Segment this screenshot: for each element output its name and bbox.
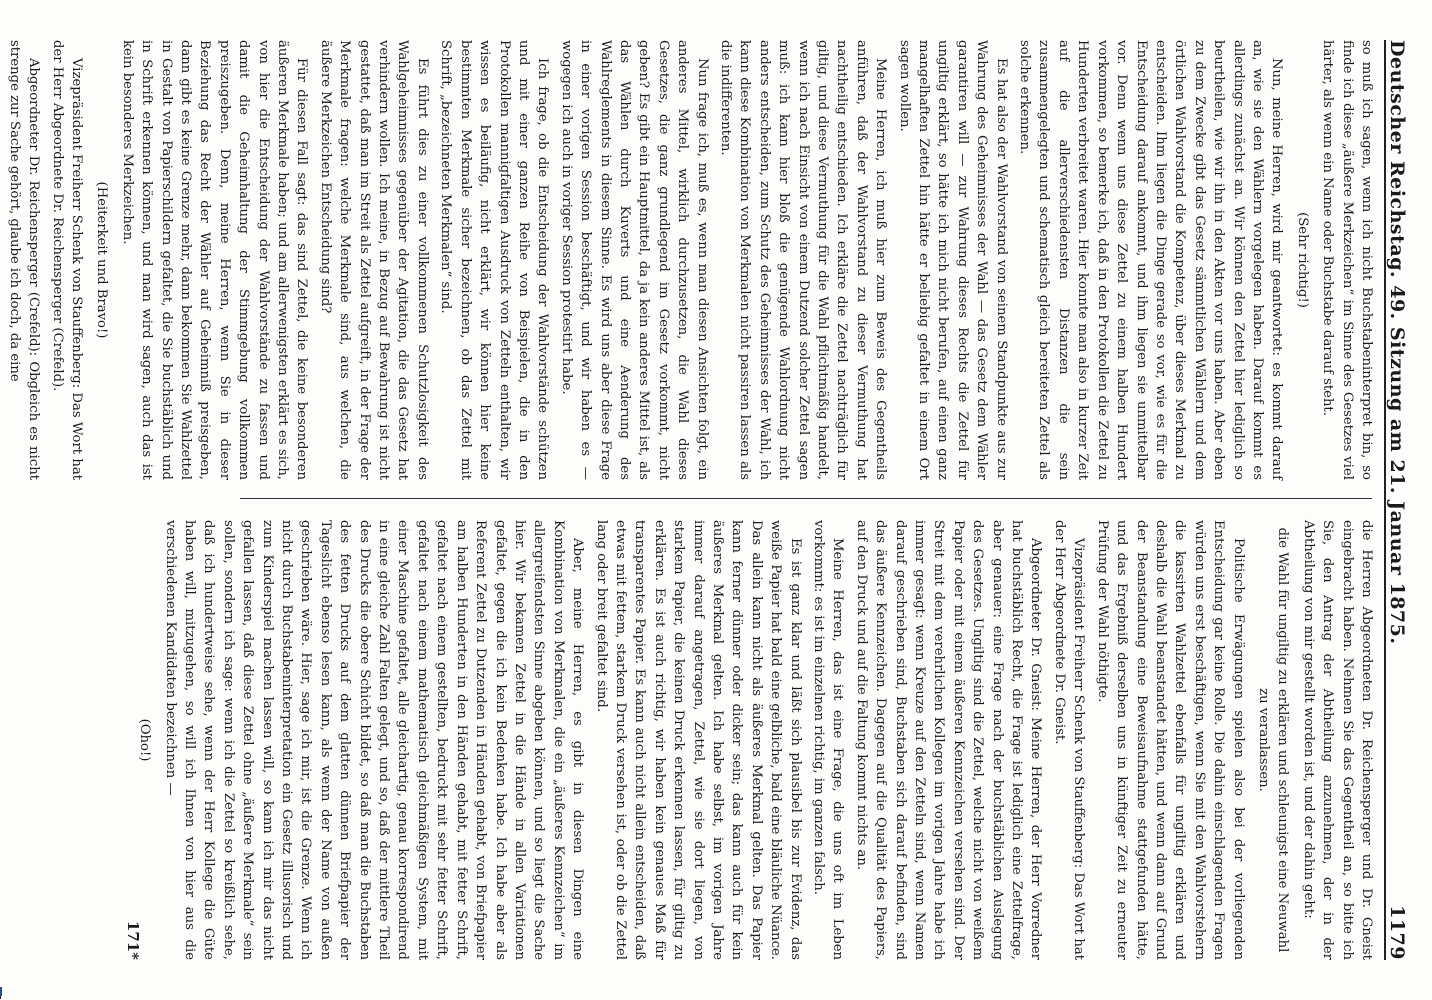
- paragraph: Abgeordneter Dr. Reichensperger (Crefeld): Obgleich es nicht strenge zur Sache gehört, glaube ich doch, da eine: [6, 40, 42, 480]
- paragraph: Für diesen Fall sagt: das sind Zettel, die keine besonderen äußeren Merkmale haben; und am allerwenigsten erklärt es sich, von hier die Entscheidung der Wahlvorstände zu fassen und damit die Geheimhaltung der Stimmgebung vollkommen preiszugeben. Denn, meine Herren, wenn Sie in dieser Beziehung das Recht der Wähler auf Geheimniß preisgeben, dann gibt es keine Grenze mehr, dann bekommen Sie Wahlzettel in Gestalt von Papierschildern gefaltet, die Sie buchstäblich und in Schrift erkennen können, und man wird sagen, auch das ist kein besonderes Merkzeichen.: [119, 40, 310, 480]
- paragraph: Nun frage ich, muß es, wenn man diesen Ansichten folgt, ein anderes Mittel, wirklich durchzusetzen, die Wahl dieses Gesetzes, die ganz grundlegend im Gesetz vorkommt, nicht geben? Es gibt ein Hauptmittel, da ja kein anderes Mittel ist, als das Wählen durch Kuverts und eine Aenderung des Wahlreglements in diesem Sinne. Es wird uns aber diese Frage in einer vorigen Session beschäftigt, und wir haben es — wogegen ich auch in voriger Session protestirt habe.: [558, 40, 710, 480]
- text-column-right: [137, 520, 1376, 960]
- centered-remark: (Sehr richtig!): [1294, 212, 1310, 308]
- header-title: Deutscher Reichstag. 49. Sitzung am 21. Januar 1875.: [1386, 40, 1408, 645]
- text-column-left: [6, 40, 1376, 480]
- centered-remark: (Oho!): [137, 718, 153, 762]
- paragraph: Meine Herren, ich muß hier zum Beweis des Gegentheils anführen, daß der Wahlvorstand zu dieser Vermuthung hat nachtheilig entschieden. Ich erkläre die Zettel nachträglich für giltig, und diese Vermuthung für die Wahl pflichtmäßig handelt, wenn ich nach Einsicht von einem Dutzend solcher Zettel sagen muß: ich kann hier bloß die genügende Wahlordnung nicht anders entscheiden, zum Schutz des Geheimnisses der Wahl, ich kann diese Kombination von Merkmalen nicht passiren lassen als die indifferenten.: [718, 40, 889, 480]
- paragraph: Es hat also der Wahlvorstand von seinem Standpunkte aus zur Wahrung des Geheimnisses der Wahl — das Gesetz dem Wähler garantiren will — zur Wahrung dieses Rechts die Zettel für ungiltig erklärt, so hätte ich mich nicht berufen, auf einen ganz mangelhaften Zettel hin hätte er beliebig gefaltet in einem Ort sagen wollen.: [896, 40, 1009, 480]
- paragraph: Ich frage, ob die Entscheidung der Wahlvorstände schützen und mit einer ganzen Reihe von Beispielen, die in den Protokollen mannigfaltigen Ausdruck von Zetteln enthalten, wir wissen es beiläufig, nicht erklärt, wir können hier keine bestimmten Merkmale sicher bezeichnen, ob das Zettel mit Schrift, „bezeichneten Merkmalen“ sind.: [438, 40, 551, 480]
- column-divider: [240, 498, 1372, 499]
- paragraph: Abgeordneter Dr. Gneist: Meine Herren, der Herr Vorredner hat buchstäblich Recht, die Frage ist lediglich eine Zettelfrage, aber genauer: eine Frage nach der buchstäblichen Auslegung des Gesetzes. Ungiltig sind die Zettel, welche nicht von weißem Papier oder mit einem äußeren Kennzeichen versehen sind. Der Streit mit dem verehrlichen Kollegen im vorigen Jahre habe ich immer gesagt: wenn Kreuze auf den Zetteln sind, wenn Namen darauf geschrieben sind, Buchstaben sich darauf befinden, sind das äußere Kennzeichen. Dagegen auf die Qualität des Papiers, auf den Druck und auf die Faltung kommt nichts an.: [853, 520, 1044, 960]
- dfg-logo-icon: [0, 987, 2, 996]
- paragraph: die Herren Abgeordneten Dr. Reichensperger und Dr. Gneist eingebracht haben. Nehmen Sie das Gegentheil an, so bitte ich Sie, den Antrag der Abtheilung anzunehmen, der in der Abtheilung von mir gestellt worden ist, und der dahin geht:: [1300, 520, 1374, 960]
- centered-remark: (Heiterkeit und Bravo!): [94, 181, 110, 339]
- paragraph: so muß ich sagen, wenn ich nicht Buchstabeninterpret bin, so finde ich diese „äußere Merkzeichen“ im Sinne des Gesetzes viel härter, als wenn ein Name oder Buchstabe darauf steht.: [1320, 40, 1374, 480]
- paragraph: Aber, meine Herren, es gibt in diesen Dingen eine Kombination von Merkmalen, die ein „äußeres Kennzeichen“ im allergreifendsten Sinne abgeben können, und so liegt die Sache hier. Wir bekamen Zettel in die Hände in allen Variationen gefaltet, gegen die ich kein Bedenken habe. Ich habe aber als Referent Zettel zu Dutzenden in Händen gehabt, von Briefpapier am halben Hunderten in den Händen gehabt, mit fetter Schrift, gefaltet nach einem gestellten, bedruckt mit sehr fetter Schrift, gefaltet nach einem mathematisch gleichmäßigen System, mit einer Maschine gefaltet, alle gleichartig, genau korrespondirend in eine gleiche Zahl Falten gelegt, und so, daß der mittlere Theil des Drucks die obere Schicht bildet, so daß man die Buchstaben des fetten Drucks auf dem glatten dünnen Briefpapier der Tageslicht ebenso lesen kann, als wenn der Name von außen geschrieben wäre. Hier, sage ich mir, ist die Grenze. Wenn ich nicht durch Buchstabeninterpretation ein Gesetz illusorisch und zum Kinderspiel machen lassen will, so kann ich mir das nicht gefallen lassen, daß diese Zettel ohne „äußere Merkmale“ sein sollen, sondern ich sage: wenn ich die Zettel so kreißlich sehe, daß ich hundertweise sehe, wenn der Herr Kollege die Güte haben will, mitzugehen, so will ich Ihnen von hier aus die verschiedenen Kandidaten bezeichnen —: [162, 520, 586, 960]
- paragraph: Politische Erwägungen spielen also bei der vorliegenden Entscheidung gar keine Rolle. Die dahin einschlagenden Fragen würden uns erst beschäftigen, wenn Sie mit den Wahlvorstehern die kassirten Wahlzettel ebenfalls für ungiltig erklären und deshalb die Wahl beanstandet hätten, und wenn dann auf Grund der Beanstandung eine Beweisaufnahme stattgefunden hätte, und das Ergebniß derselben uns in künftiger Zeit zu erneuter Prüfung der Wahl nöthigte.: [1094, 520, 1246, 960]
- paragraph: Nun, meine Herren, wird mir geantwortet: es kommt darauf an, wie sie den Wählern vorgelegen haben. Darauf kommt es allerdings zunächst an. Wir können den Zettel hier lediglich so beurtheilen, wie wir ihn in den Akten vor uns haben. Aber eben zu dem Zwecke gibt das Gesetz sämmtlichen Wählern und dem örtlichen Wahlvorstand die Kompetenz, über dieses Merkmal zu entscheiden. Ihm liegen die Dinge gerade so vor, wie es für die Entscheidung darauf ankommt, und ihm liegen sie unmittelbar vor. Denn wenn uns diese Zettel zu einem halben Hundert vorkommen, so bemerke ich, daß in den Protokollen die Zettel zu Hunderten verbreitet waren. Hier konnte man also in kurzer Zeit auf die allerverschiedensten Distanzen die sein zusammengelegten und schematisch gleich bereiteten Zettel als solche erkennen.: [1017, 40, 1285, 480]
- header-page-number: 1179: [1386, 905, 1408, 960]
- rotated-newspaper-page: [6, 20, 1420, 980]
- centered-remark: die Wahl für ungiltig zu erklären und schleunigst eine Neuwahl zu veranlassen.: [1255, 527, 1291, 953]
- sheet-signature: 171*: [124, 920, 142, 960]
- paragraph: Es ist ganz klar und läßt sich plausibel bis zur Evidenz, das weiße Papier hat bald eine gelbliche, bald eine bläuliche Nüance. Das allein kann nicht als äußeres Merkmal gelten. Das Papier kann ferner dünner oder dicker sein; das kann auch für kein äußeres Merkmal gelten. Ich habe selbst, im vorigen Jahre immer darauf angetragen, Zettel, wie sie dort liegen, von starkem Papier, die keinen Druck erkennen lassen, für giltig zu erklären. Es ist auch richtig, wir haben kein genaues Maß für transparentes Papier. Es kann auch nicht allein entscheiden, daß etwas mit fettem, starkem Druck versehen ist, oder ob die Zettel lang oder breit gefaltet sind.: [593, 520, 803, 960]
- paragraph: Vizepräsident Freiherr Schenk von Stauffenberg: Das Wort hat der Herr Abgeordnete Dr. Reichensperger (Crefeld).: [49, 40, 84, 480]
- page-header: [1384, 40, 1420, 960]
- paragraph: Es führt dies zu einer vollkommenen Schutzlosigkeit des Wahlgeheimnisses gegenüber der Agitation, die das Gesetz hat verhindern wollen. Ich meine, in Bezug auf Bewahrung ist nicht gestattet, daß man im Streit als Zettel aufgreift, in der Frage der Merkmale fragen: welche Merkmale sind, aus welchen, die äußere Merkzeichen Entscheidung sind?: [317, 40, 430, 480]
- paragraph: Meine Herren, das ist eine Frage, die uns oft im Leben vorkommt: es ist im einzelnen richtig, im ganzen falsch.: [811, 520, 846, 960]
- paragraph: Vizepräsident Freiherr Schenk von Stauffenberg: Das Wort hat der Herr Abgeordnete Dr. Gneist.: [1051, 520, 1087, 960]
